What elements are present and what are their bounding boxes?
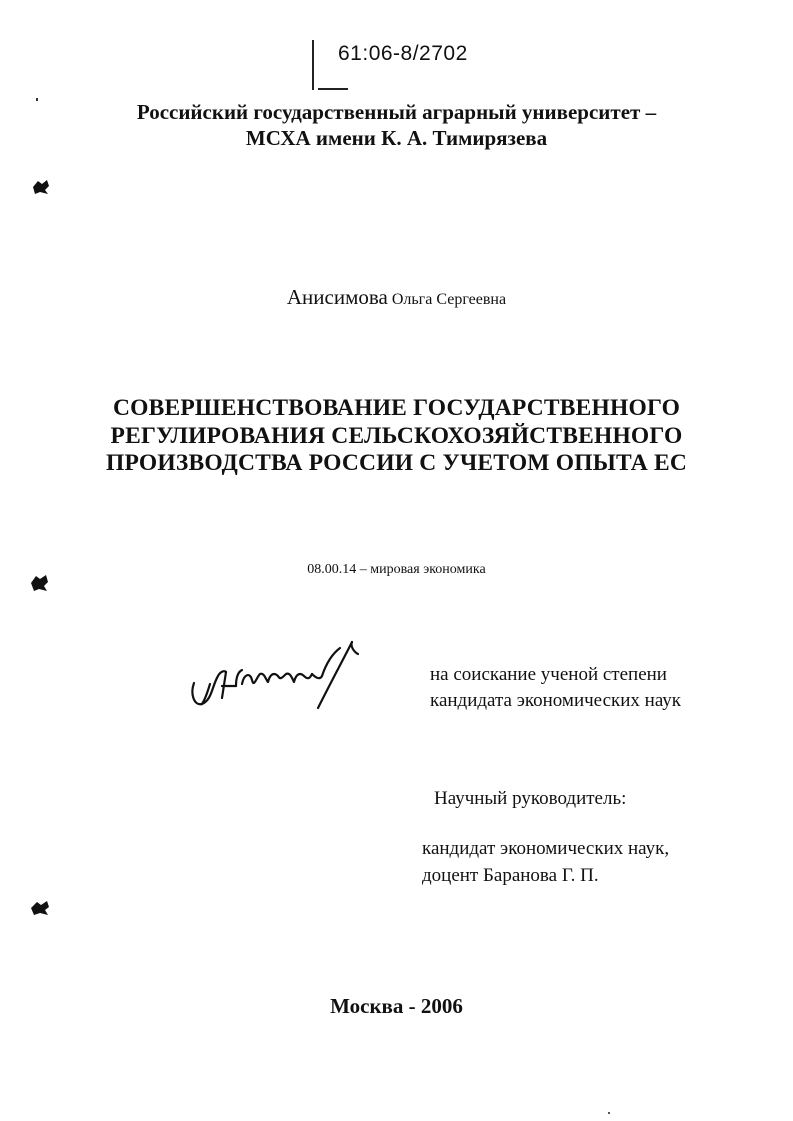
city-year: Москва - 2006: [330, 994, 463, 1018]
author-signature: [182, 628, 367, 718]
scan-blot-2: [28, 572, 52, 594]
supervisor-label: Научный руководитель:: [434, 788, 627, 809]
archive-bar: [312, 40, 314, 90]
title-line-2: РЕГУЛИРОВАНИЯ СЕЛЬСКОХОЗЯЙСТВЕННОГО: [110, 422, 683, 449]
scan-blot-3: [28, 898, 52, 918]
supervisor-line-2: доцент Баранова Г. П.: [422, 865, 599, 886]
archive-rule: [318, 88, 348, 90]
scan-blot-1: [30, 178, 52, 196]
university-line-1: Российский государственный аграрный университет –: [136, 100, 657, 124]
degree-statement: [430, 662, 681, 714]
supervisor-line-1: кандидат экономических наук,: [422, 838, 670, 859]
degree-line-2: кандидата экономических наук: [430, 690, 682, 711]
degree-line-1: на соискание ученой степени: [430, 664, 667, 685]
specialty-code: 08.00.14 – мировая экономика: [307, 562, 486, 577]
scan-speck: [608, 1112, 610, 1114]
author-name: [0, 285, 793, 310]
university-line-2: МСХА имени К. А. Тимирязева: [245, 126, 548, 150]
author-given-names: Ольга Сергеевна: [391, 291, 507, 308]
supervisor-details: [422, 835, 669, 889]
dissertation-title: [0, 395, 793, 478]
title-line-3: ПРОИЗВОДСТВА РОССИИ С УЧЕТОМ ОПЫТА ЕС: [106, 450, 687, 476]
author-surname: Анисимова: [286, 285, 388, 309]
scan-speck: [36, 98, 38, 101]
title-line-1: СОВЕРШЕНСТВОВАНИЕ ГОСУДАРСТВЕННОГО: [112, 395, 681, 421]
university-name: [0, 99, 793, 151]
archive-code: 61:06-8/2702: [338, 42, 468, 65]
